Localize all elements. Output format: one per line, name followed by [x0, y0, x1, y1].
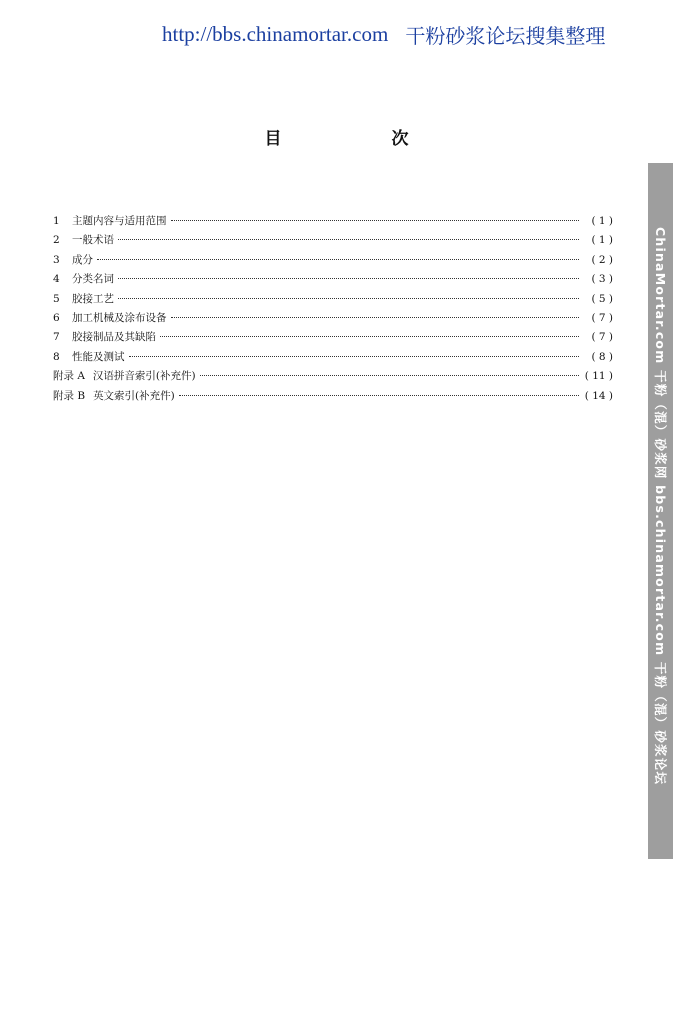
toc-title: 目 次 — [264, 129, 461, 149]
toc-dot-leader — [97, 259, 579, 260]
toc-entry-page: ( 1 ) — [591, 215, 613, 227]
toc-entry-label: 分类名词 — [72, 273, 114, 286]
toc-dot-leader — [179, 395, 579, 396]
toc-entry — [53, 212, 613, 231]
toc-entry-page: ( 5 ) — [591, 292, 613, 305]
toc-entry — [53, 290, 613, 309]
toc-entry-label: 胶接制品及其缺陷 — [72, 331, 156, 344]
toc-entry-label: 成分 — [72, 253, 93, 266]
toc-dot-leader — [200, 375, 579, 376]
toc-dot-leader — [160, 336, 579, 337]
toc-entry — [53, 367, 613, 386]
site-name: 干粉砂浆论坛搜集整理 — [405, 24, 606, 48]
page-header — [162, 20, 605, 49]
toc-entry-number: 3 — [53, 253, 60, 266]
site-url: http://bbs.chinamortar.com — [162, 22, 389, 46]
toc-entry-number: 1 — [53, 215, 60, 227]
toc-entry-page: ( 7 ) — [591, 311, 613, 324]
toc-entry — [53, 231, 613, 250]
toc-entry-number: 附录 B — [53, 389, 86, 402]
toc-entry-label: 汉语拼音索引(补充件) — [92, 370, 196, 383]
toc-entry-label: 加工机械及涂布设备 — [72, 311, 167, 324]
toc-entry-number: 8 — [53, 350, 60, 363]
toc-dot-leader — [118, 298, 579, 299]
toc-entry — [53, 270, 613, 289]
toc-entry-page: ( 14 ) — [584, 389, 613, 402]
toc-entry — [53, 309, 613, 328]
toc-entry-number: 4 — [53, 273, 60, 286]
toc-entry-number: 7 — [53, 331, 60, 344]
toc-entry-page: ( 1 ) — [591, 234, 613, 247]
toc-entry-page: ( 11 ) — [584, 370, 613, 383]
toc-entry — [53, 387, 613, 406]
toc-entry-label: 一般术语 — [72, 234, 114, 247]
toc-entry — [53, 348, 613, 367]
toc-dot-leader — [118, 239, 579, 240]
toc-dot-leader — [171, 220, 580, 221]
toc-dot-leader — [129, 356, 580, 357]
toc-entry-number: 附录 A — [53, 370, 85, 383]
toc-entry-number: 5 — [53, 292, 60, 305]
toc-entry-page: ( 8 ) — [591, 350, 613, 363]
toc-entry-number: 2 — [53, 234, 60, 247]
toc-entry-label: 英文索引(补充件) — [93, 389, 175, 402]
toc-entry-label: 胶接工艺 — [72, 292, 114, 305]
toc-entry-label: 性能及测试 — [72, 350, 125, 363]
watermark-sidebar — [648, 163, 673, 859]
toc-entry — [53, 251, 613, 270]
toc-entry-page: ( 2 ) — [591, 253, 613, 266]
toc-dot-leader — [171, 317, 580, 318]
toc-dot-leader — [118, 278, 579, 279]
watermark-text: ChinaMortar.com 干粉（混）砂浆网 bbs.chinamortar.com 干粉（混）砂浆论坛 — [653, 227, 668, 786]
toc-entry-label: 主题内容与适用范围 — [72, 215, 167, 227]
toc-entry — [53, 328, 613, 347]
table-of-contents — [53, 212, 613, 406]
toc-entry-page: ( 3 ) — [591, 273, 613, 286]
toc-entry-page: ( 7 ) — [591, 331, 613, 344]
toc-entry-number: 6 — [53, 311, 60, 324]
